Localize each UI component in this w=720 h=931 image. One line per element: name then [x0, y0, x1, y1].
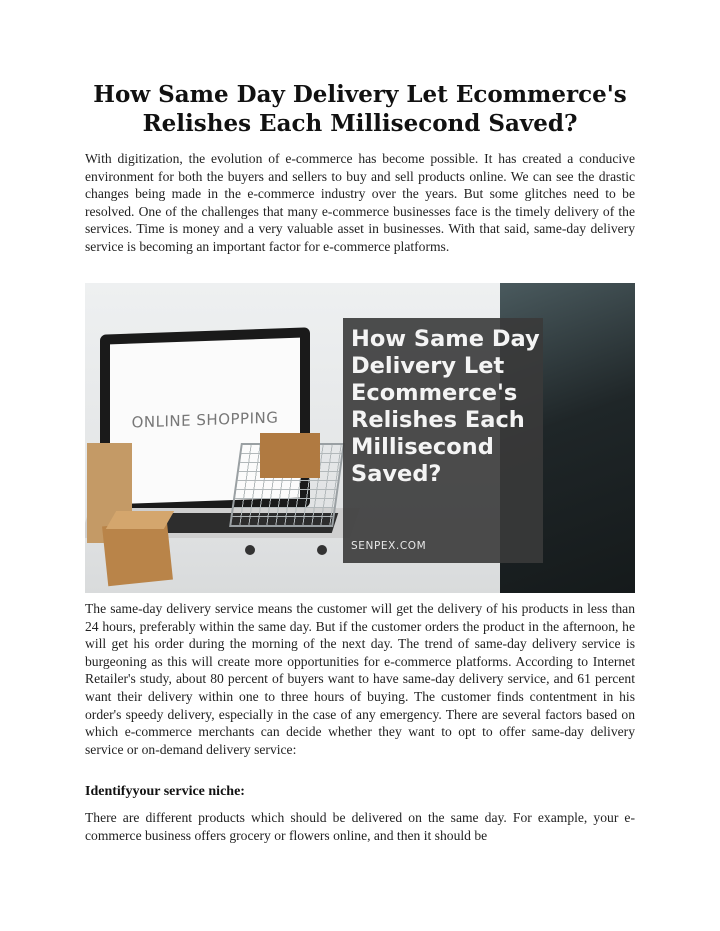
parcel-box-lid [106, 511, 174, 529]
section-heading: Identifyyour service niche: [85, 784, 245, 799]
parcel-box-icon [102, 520, 173, 586]
hero-overlay-title: How Same Day Delivery Let Ecommerce's Relishes Each Millisecond Saved? [351, 326, 540, 487]
laptop-screen-text: ONLINE SHOPPING [131, 408, 279, 432]
hero-image [85, 283, 635, 593]
document-title: How Same Day Delivery Let Ecommerce's Relishes Each Millisecond Saved? [93, 81, 627, 137]
closing-paragraph: There are different products which should be delivered on the same day. For example, your e-commerce business offers grocery or flowers online, and then it should be [85, 810, 635, 843]
intro-paragraph: With digitization, the evolution of e-commerce has become possible. It has created a conducive environment for both the buyers and sellers to buy and sell products online. We can see the drastic changes being made in the e-commerce industry over the years. But some glitches need to be resolved. One of the challenges that many e-commerce businesses face is the timely delivery of the services. Time is money and a very valuable asset in businesses. With that said, same-day delivery service is becoming an important factor for e-commerce platforms. [85, 151, 635, 254]
hero-overlay [343, 318, 543, 563]
cart-wheel [245, 545, 255, 555]
hero-site-label: SENPEX.COM [351, 540, 427, 552]
body-paragraph: The same-day delivery service means the customer will get the delivery of his products in less than 24 hours, preferably within the same day. But if the customer orders the product in the afternoon, he will get his order during the morning of the next day. The trend of same-day delivery service is burgeoning as this will create more opportunities for e-commerce platforms. According to Internet Retailer's study, about 80 percent of buyers want to have same-day delivery service, and 61 percent want their delivery within one to three hours of buying. The customer finds contentment in his order's speedy delivery, especially in the case of any emergency. There are several factors based on which e-commerce merchants can decide whether they want to opt to offer same-day delivery service or on-demand delivery service: [85, 601, 635, 757]
cart-parcel-icon [260, 433, 320, 478]
cart-wheel [317, 545, 327, 555]
